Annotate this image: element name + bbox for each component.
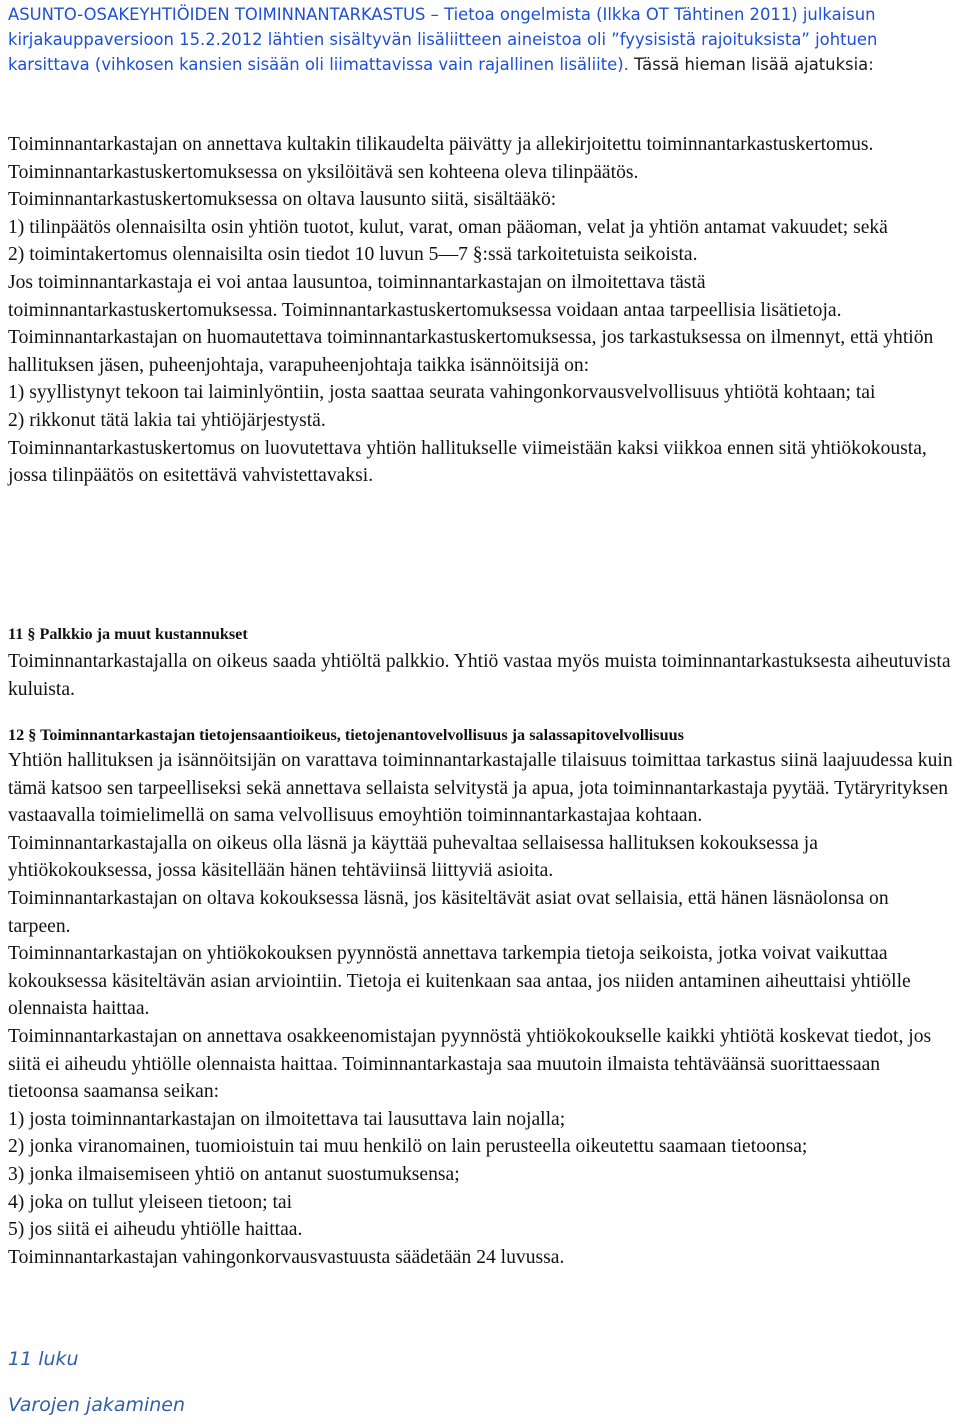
paragraph: Toiminnantarkastajan on oltava kokouksessa läsnä, jos käsiteltävät asiat ovat sellaisia, että hänen läsnäolonsa on tarpeen. xyxy=(8,887,889,937)
intro-header-link[interactable]: ASUNTO-OSAKEYHTIÖIDEN TOIMINNANTARKASTUS – Tietoa ongelmista (Ilkka OT Tähtinen 2011) julkaisun kirjakauppaversioon 15.2.2012 lähtien sisältyvän lisäliitteen aineistoa oli ”fyysisistä rajoituksista” johtuen karsittava (vihkosen kansien sisään oli liimattavissa vain rajallinen lisäliite). xyxy=(8,5,878,74)
intro-header-text: Tässä hieman lisää ajatuksia: xyxy=(628,55,874,74)
list-item: 2) jonka viranomainen, tuomioistuin tai muu henkilö on lain perusteella oikeutettu saamaan tietoonsa; xyxy=(8,1136,808,1158)
audit-report-block xyxy=(8,131,953,490)
section-11-heading: 11 § Palkkio ja muut kustannukset xyxy=(8,625,248,643)
section-11-body xyxy=(8,648,953,703)
list-item: 5) jos siitä ei aiheudu yhtiölle haittaa. xyxy=(8,1219,303,1241)
list-item: 2) toimintakertomus olennaisilta osin tiedot 10 luvun 5—7 §:ssä tarkoitetuista seikoista. xyxy=(8,244,698,266)
paragraph: Toiminnantarkastajan on annettava kultakin tilikaudelta päivätty ja allekirjoitettu toiminnantarkastuskertomus. Toiminnantarkastuskertomuksessa on yksilöitävä sen kohteena oleva tilinpäätös. xyxy=(8,134,874,183)
list-item: 1) syyllistynyt tekoon tai laiminlyöntiin, josta saattaa seurata vahingonkorvausvelvollisuus yhtiötä kohtaan; tai xyxy=(8,382,876,404)
section-12-heading: 12 § Toiminnantarkastajan tietojensaantioikeus, tietojenantovelvollisuus ja salassapitovelvollisuus xyxy=(8,726,684,744)
intro-header xyxy=(8,2,958,77)
chapter-number: 11 luku xyxy=(8,1348,79,1370)
list-item: 1) tilinpäätös olennaisilta osin yhtiön tuotot, kulut, varat, oman pääoman, velat ja yhtiön antamat vakuudet; sekä xyxy=(8,216,888,238)
paragraph: Toiminnantarkastajalla on oikeus saada yhtiöltä palkkio. Yhtiö vastaa myös muista toiminnantarkastuksesta aiheutuvista kuluista. xyxy=(8,651,951,700)
list-item: 2) rikkonut tätä lakia tai yhtiöjärjestystä. xyxy=(8,409,326,431)
paragraph: Toiminnantarkastajan on huomautettava toiminnantarkastuskertomuksessa, jos tarkastuksessa on ilmennyt, että yhtiön hallituksen jäsen, puheenjohtaja, varapuheenjohtaja taikka isännöitsijä on: xyxy=(8,327,934,376)
paragraph: Toiminnantarkastuskertomuksessa on oltava lausunto siitä, sisältääkö: xyxy=(8,189,557,211)
section-12-body xyxy=(8,747,953,1271)
list-item: 4) joka on tullut yleiseen tietoon; tai xyxy=(8,1191,293,1213)
paragraph: Yhtiön hallituksen ja isännöitsijän on varattava toiminnantarkastajalle tilaisuus toimittaa tarkastus siinä laajuudessa kuin tämä katsoo sen tarpeelliseksi sekä annettava sellaista selvitystä ja apua, jota toiminnantarkastaja pyytää. Tytäryrityksen vastaavalla toimielimellä on sama velvollisuus emoyhtiön toiminnantarkastajaa kohtaan. xyxy=(8,750,953,827)
paragraph: Toiminnantarkastajalla on oikeus olla läsnä ja käyttää puhevaltaa sellaisessa hallituksen kokouksessa ja yhtiökokouksessa, jossa käsitellään hänen tehtäviinsä liittyviä asioita. xyxy=(8,832,818,882)
list-item: 1) josta toiminnantarkastajan on ilmoitettava tai lausuttava lain nojalla; xyxy=(8,1108,566,1130)
paragraph: Toiminnantarkastajan on annettava osakkeenomistajan pyynnöstä yhtiökokoukselle kaikki yhtiötä koskevat tiedot, jos siitä ei aiheudu yhtiölle olennaista haittaa. Toiminnantarkastaja saa muutoin ilmaista tehtäväänsä suorittaessaan tietoonsa saamansa seikan: xyxy=(8,1025,932,1103)
paragraph: Toiminnantarkastuskertomus on luovutettava yhtiön hallitukselle viimeistään kaksi viikkoa ennen sitä yhtiökokousta, jossa tilinpäätös on esitettävä vahvistettavaksi. xyxy=(8,437,927,487)
list-item: 3) jonka ilmaisemiseen yhtiö on antanut suostumuksensa; xyxy=(8,1163,460,1185)
paragraph: Toiminnantarkastajan on yhtiökokouksen pyynnöstä annettava tarkempia tietoja seikoista, jotka voivat vaikuttaa kokouksessa käsiteltävän asian arviointiin. Tietoja ei kuitenkaan saa antaa, jos niiden antaminen aiheuttaisi yhtiölle olennaista haittaa. xyxy=(8,943,911,1020)
chapter-title: Varojen jakaminen xyxy=(8,1394,186,1416)
paragraph: Toiminnantarkastajan vahingonkorvausvastuusta säädetään 24 luvussa. xyxy=(8,1246,565,1268)
paragraph: Jos toiminnantarkastaja ei voi antaa lausuntoa, toiminnantarkastajan on ilmoitettava tästä toiminnantarkastuskertomuksessa. Toiminnantarkastuskertomuksessa voidaan antaa tarpeellisia lisätietoja. xyxy=(8,271,842,321)
